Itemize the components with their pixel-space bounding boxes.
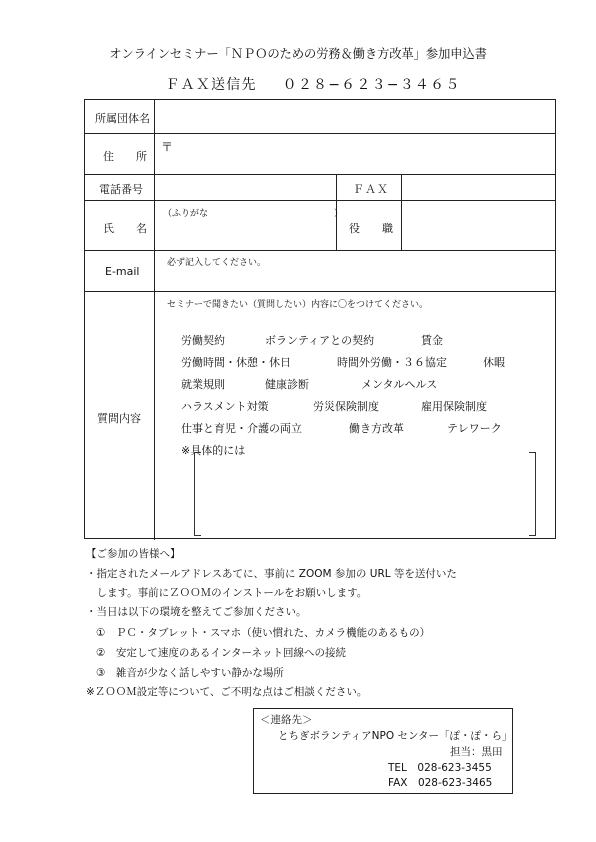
topic-working-hours[interactable]: 労働時間・休憩・休日 [181, 356, 291, 369]
topic-work-rules[interactable]: 就業規則 [181, 378, 225, 391]
topic-workers-comp[interactable]: 労災保険制度 [313, 400, 379, 413]
specific-question-field[interactable] [194, 452, 536, 536]
notes-item-1: ① ＰＣ・タブレット・スマホ（使い慣れた、カメラ機能のあるもの） [96, 627, 431, 639]
topic-employment-insurance[interactable]: 雇用保険制度 [421, 400, 487, 413]
fax-destination [0, 74, 596, 94]
address-label: 住 所 [103, 150, 147, 163]
contact-box [253, 708, 513, 794]
contact-heading: ＜連絡先＞ [260, 714, 313, 726]
topic-overtime[interactable]: 時間外労働・３６協定 [337, 356, 447, 369]
contact-organization: とちぎボランティアNPO センター「ぽ・ぽ・ら」 [278, 730, 513, 742]
postal-mark: 〒 [161, 140, 174, 154]
name-label: 氏 名 [103, 222, 147, 235]
furigana-label: （ふりがな ） [163, 209, 344, 219]
topic-health-check[interactable]: 健康診断 [265, 378, 309, 391]
topic-workstyle-reform[interactable]: 働き方改革 [349, 422, 404, 435]
notes-line-1b: します。事前にＺＯＯＭのインストールをお願いします。 [86, 587, 368, 599]
fax-destination-label: ＦＡＸ送信先 [165, 77, 257, 93]
name-field[interactable] [155, 201, 344, 250]
topic-labor-contract[interactable]: 労働契約 [181, 334, 225, 347]
fax-destination-number: ０２８−６２３−３４６５ [282, 77, 461, 93]
notes-line-3: ※ＺＯＯＭ設定等について、ご不明な点はご相談ください。 [86, 686, 368, 698]
topic-leave[interactable]: 休暇 [483, 356, 505, 369]
notes-line-2: ・当日は以下の環境を整えてご参加ください。 [86, 606, 307, 618]
topic-volunteer-contract[interactable]: ボランティアとの契約 [265, 334, 375, 347]
notes-heading: 【ご参加の皆様へ】 [86, 548, 181, 560]
fax-field[interactable] [402, 175, 555, 200]
email-field[interactable] [155, 251, 555, 291]
topic-mental-health[interactable]: メンタルヘルス [361, 378, 438, 391]
topic-wages[interactable]: 賃金 [421, 334, 443, 347]
question-note: セミナーで聞きたい（質問したい）内容に〇をつけてください。 [167, 300, 429, 310]
phone-field[interactable] [155, 175, 335, 200]
topic-work-care-balance[interactable]: 仕事と育児・介護の両立 [181, 422, 302, 435]
phone-label: 電話番号 [99, 183, 143, 196]
position-label: 役 職 [349, 222, 393, 235]
position-field[interactable] [402, 201, 555, 250]
address-field[interactable] [155, 134, 555, 174]
notes-item-3: ③ 雑音が少なく話しやすい静かな場所 [96, 667, 284, 679]
email-note: 必ず記入してください。 [167, 258, 267, 268]
question-label: 質問内容 [97, 412, 141, 425]
topic-telework[interactable]: テレワーク [447, 422, 502, 435]
fax-label: ＦＡＸ [353, 183, 389, 196]
contact-tel: TEL 028-623-3455 [388, 762, 492, 774]
contact-person: 担当：黒田 [450, 746, 503, 758]
email-label: E-mail [105, 265, 140, 278]
page-title: オンラインセミナー「ＮＰＯのための労務＆働き方改革」参加申込書 [109, 46, 487, 61]
notes-line-1: ・指定されたメールアドレスあてに、事前に ZOOM 参加の URL 等を送付いた [86, 568, 457, 580]
specific-label: ※具体的には [181, 444, 246, 457]
notes-item-2: ② 安定して速度のあるインターネット回線への接続 [96, 647, 346, 659]
contact-fax: FAX 028-623-3465 [388, 777, 493, 789]
organization-label: 所属団体名 [95, 112, 150, 125]
organization-field[interactable] [155, 100, 555, 133]
topic-harassment[interactable]: ハラスメント対策 [181, 400, 269, 413]
